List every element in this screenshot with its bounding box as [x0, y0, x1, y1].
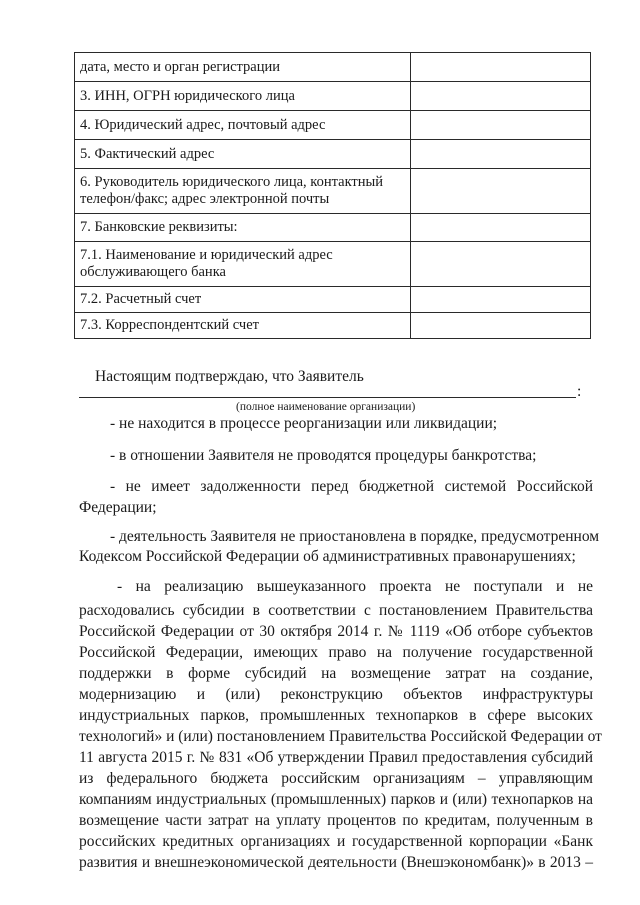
applicant-info-table — [74, 52, 591, 339]
condition-item-5-line: Российской Федерации, имеющих право на получение государственной — [79, 644, 593, 661]
condition-item-5-line: компаниям индустриальных (промышленных) парков и (или) технопарков на — [79, 791, 593, 808]
row-label: 7.2. Расчетный счет — [75, 287, 411, 313]
row-value-cell — [411, 313, 591, 339]
condition-item-2: - в отношении Заявителя не проводятся процедуры банкротства; — [110, 447, 537, 464]
table-row — [75, 287, 591, 313]
row-label: 4. Юридический адрес, почтовый адрес — [75, 111, 411, 140]
condition-item-5-line: развития и внешнеэкономической деятельности (Внешэкономбанк)» в 2013 – — [79, 854, 593, 871]
organization-name-blank — [79, 397, 576, 398]
row-value-cell — [411, 214, 591, 242]
row-value-cell — [411, 287, 591, 313]
row-label — [75, 169, 411, 214]
condition-item-5-line: Российской Федерации от 30 октября 2014 г. № 1119 «Об отборе субъектов — [79, 623, 593, 640]
condition-item-4-line: Кодексом Российской Федерации об административных правонарушениях; — [79, 548, 576, 565]
declaration-colon: : — [577, 383, 582, 400]
row-value-cell — [411, 53, 591, 82]
condition-item-5-line: модернизацию и (или) реконструкцию объектов инфраструктуры — [79, 686, 593, 703]
table-row — [75, 214, 591, 242]
table-row — [75, 111, 591, 140]
condition-item-5-line: возмещение части затрат на уплату процентов по кредитам, полученным в — [79, 812, 593, 829]
condition-item-5-line: индустриальных парков, промышленных технопарков в сфере высоких — [79, 707, 593, 724]
row-label-line: 7.1. Наименование и юридический адрес — [80, 247, 333, 263]
row-label-line: 6. Руководитель юридического лица, контактный — [80, 174, 384, 190]
row-label: 7. Банковские реквизиты: — [75, 214, 411, 242]
table-row — [75, 82, 591, 111]
row-value-cell — [411, 111, 591, 140]
row-value-cell — [411, 169, 591, 214]
declaration-intro: Настоящим подтверждаю, что Заявитель — [95, 368, 364, 385]
condition-item-3-line: Федерации; — [79, 499, 157, 516]
row-label-line: телефон/факс; адрес электронной почты — [80, 191, 330, 207]
row-value-cell — [411, 82, 591, 111]
row-value-cell — [411, 140, 591, 169]
table-row — [75, 140, 591, 169]
condition-item-5-line: поддержки в форме субсидий на возмещение затрат на создание, — [79, 665, 593, 682]
row-label: 3. ИНН, ОГРН юридического лица — [75, 82, 411, 111]
condition-item-3-line: - не имеет задолженности перед бюджетной системой Российской — [110, 478, 593, 495]
condition-item-5-line: российских кредитных организациях и государственной корпорации «Банк — [79, 833, 593, 850]
table-row — [75, 242, 591, 287]
row-label — [75, 242, 411, 287]
condition-item-5-line: 11 августа 2015 г. № 831 «Об утверждении Правил предоставления субсидий — [79, 749, 593, 766]
condition-item-5-line: технологий» и (или) постановлением Правительства Российской Федерации от — [79, 728, 602, 745]
condition-item-5-line: из федерального бюджета российским организациям – управляющим — [79, 770, 593, 787]
table-row — [75, 169, 591, 214]
row-label: 5. Фактический адрес — [75, 140, 411, 169]
condition-item-1: - не находится в процессе реорганизации или ликвидации; — [110, 415, 498, 432]
row-label: дата, место и орган регистрации — [75, 53, 411, 82]
condition-item-5-line: - на реализацию вышеуказанного проекта не поступали и не — [117, 578, 593, 595]
table-row — [75, 313, 591, 339]
condition-item-5-line: расходовались субсидии в соответствии с постановлением Правительства — [79, 602, 593, 619]
table-row — [75, 53, 591, 82]
organization-name-caption: (полное наименование организации) — [236, 401, 416, 413]
row-value-cell — [411, 242, 591, 287]
condition-item-4-line: - деятельность Заявителя не приостановлена в порядке, предусмотренном — [110, 528, 600, 545]
row-label: 7.3. Корреспондентский счет — [75, 313, 411, 339]
row-label-line: обслуживающего банка — [80, 264, 226, 280]
